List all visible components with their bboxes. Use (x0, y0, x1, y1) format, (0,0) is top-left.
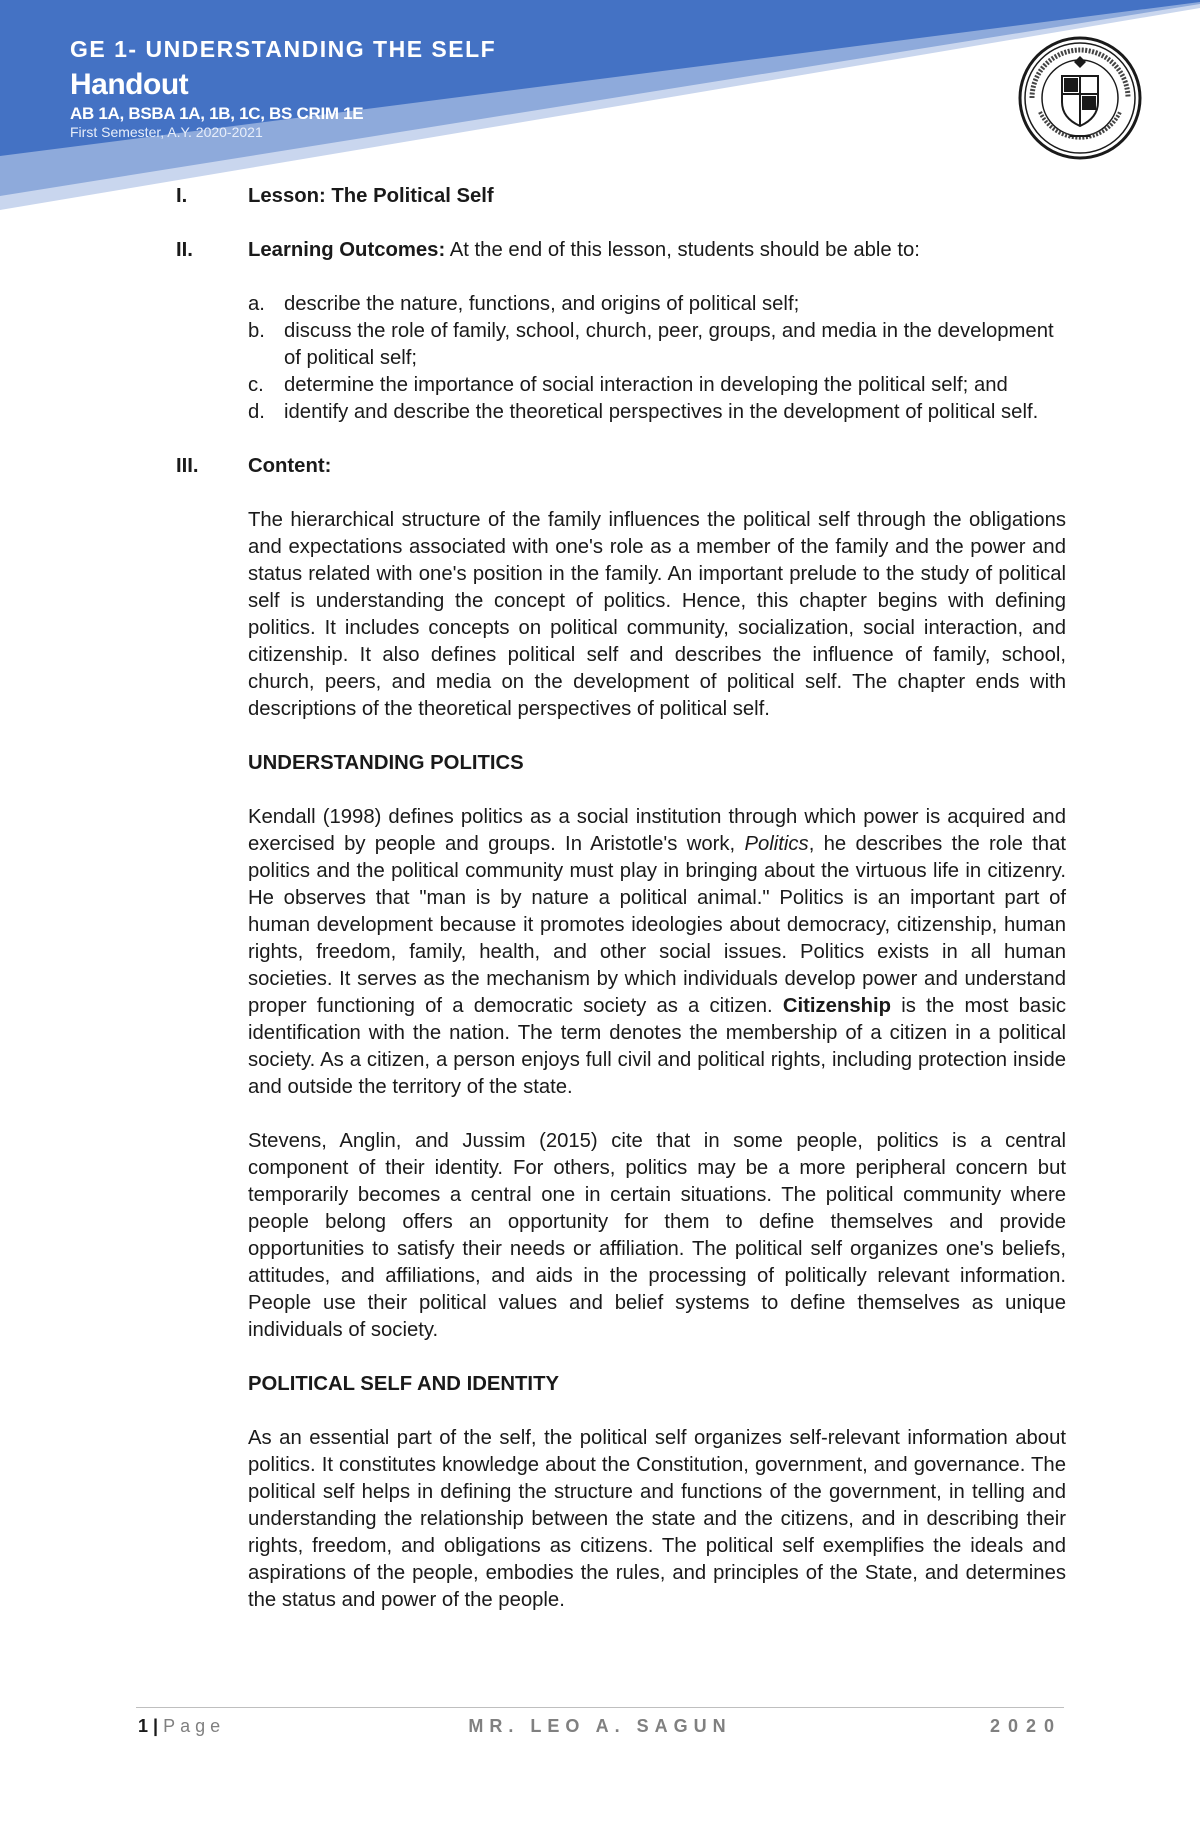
outcome-text: describe the nature, functions, and origins of political self; (284, 293, 800, 315)
outcome-item (248, 318, 1066, 372)
citizenship-term: Citizenship (782, 995, 892, 1017)
content-number: III. (176, 455, 199, 477)
content-body (248, 507, 1066, 1614)
outcome-text: determine the importance of social interaction in developing the political self; and (284, 374, 1008, 396)
lesson-heading (176, 183, 1066, 210)
politics-text-c: is the most basic identification with the nation. The term denotes the membership of a citizen in a political society. As a citizen, a person enjoys full civil and political rights, including protection inside and outside the territory of the state. (248, 995, 1066, 1098)
page-word: Page (163, 1716, 226, 1736)
page-footer (138, 1713, 1062, 1739)
document-type: Handout (70, 68, 189, 101)
content-label: Content: (248, 455, 332, 477)
semester-line: First Semester, A.Y. 2020-2021 (70, 124, 263, 140)
college-seal-logo (1018, 36, 1142, 160)
outcome-text: discuss the role of family, school, church, peer, groups, and media in the development of political self; (284, 320, 1054, 369)
outcomes-number: II. (176, 239, 193, 261)
lesson-title: Lesson: The Political Self (248, 185, 494, 207)
outcome-item (248, 291, 1066, 318)
section-heading-understanding-politics: UNDERSTANDING POLITICS (248, 752, 524, 774)
outcomes-label: Learning Outcomes: (248, 239, 446, 261)
politics-text-b: , he describes the role that politics and the political community must play in bringing about the virtuous life in citizenry. He observes that "man is by nature a political animal." Politics is an important part of human development because it promotes ideologies about democracy, citizenship, human rights, freedom, family, health, and other social issues. Politics exists in all human societies. It serves as the mechanism by which individuals develop power and understand proper functioning of a democratic society as a citizen. (248, 833, 1066, 1017)
course-title: GE 1- UNDERSTANDING THE SELF (70, 36, 497, 62)
footer-author: MR. LEO A. SAGUN (468, 1716, 732, 1736)
politics-paragraph-1 (248, 804, 1066, 1101)
outcome-item (248, 399, 1066, 426)
learning-outcomes-heading (176, 237, 1066, 264)
handout-body (176, 183, 1066, 1614)
politics-book-title: Politics (744, 833, 809, 855)
outcome-letter: d. (248, 401, 265, 423)
outcomes-list (248, 291, 1066, 426)
page-number: 1 (138, 1716, 149, 1736)
footer-year: 2020 (989, 1716, 1062, 1736)
politics-paragraph-2: Stevens, Anglin, and Jussim (2015) cite that in some people, politics is a central component of their identity. For others, politics may be a more peripheral concern but temporarily becomes a central one in certain situations. The political community where people belong offers an opportunity for them to define themselves and provide opportunities to satisfy their needs or affiliation. The political self organizes one's beliefs, attitudes, and affiliations, and aids in the processing of politically relevant information. People use their political values and belief systems to define themselves as unique individuals of society. (248, 1130, 1066, 1341)
header-text-block (70, 34, 496, 141)
identity-paragraph-1: As an essential part of the self, the political self organizes self-relevant information about politics. It constitutes knowledge about the Constitution, government, and governance. The political self helps in defining the structure and functions of the government, in telling and understanding the relationship between the state and the citizens, and in describing their rights, freedom, and obligations as citizens. The political self exemplifies the ideals and aspirations of the people, embodies the rules, and principles of the State, and determines the status and power of the people. (248, 1427, 1066, 1611)
outcome-letter: b. (248, 320, 265, 342)
outcome-letter: a. (248, 293, 265, 315)
class-sections: AB 1A, BSBA 1A, 1B, 1C, BS CRIM 1E (70, 104, 364, 123)
intro-paragraph: The hierarchical structure of the family influences the political self through the obligations and expectations associated with one's role as a member of the family and the power and status related with one's position in the family. An important prelude to the study of political self is understanding the concept of politics. Hence, this chapter begins with defining politics. It includes concepts on political community, socialization, social interaction, and citizenship. It also defines political self and describes the influence of family, school, church, peers, and media on the development of political self. The chapter ends with descriptions of the theoretical perspectives of political self. (248, 509, 1066, 720)
footer-divider (136, 1707, 1064, 1708)
politics-text-a: Kendall (1998) defines politics as a social institution through which power is acquired and exercised by people and groups. In Aristotle's work, (248, 806, 1066, 855)
outcome-letter: c. (248, 374, 264, 396)
outcomes-intro: At the end of this lesson, students should be able to: (445, 239, 920, 261)
outcome-text: identify and describe the theoretical perspectives in the development of political self. (284, 401, 1039, 423)
lesson-number: I. (176, 185, 188, 207)
page-separator: | (153, 1716, 159, 1736)
outcome-item (248, 372, 1066, 399)
content-heading (176, 453, 1066, 480)
section-heading-political-self-identity: POLITICAL SELF AND IDENTITY (248, 1373, 559, 1395)
